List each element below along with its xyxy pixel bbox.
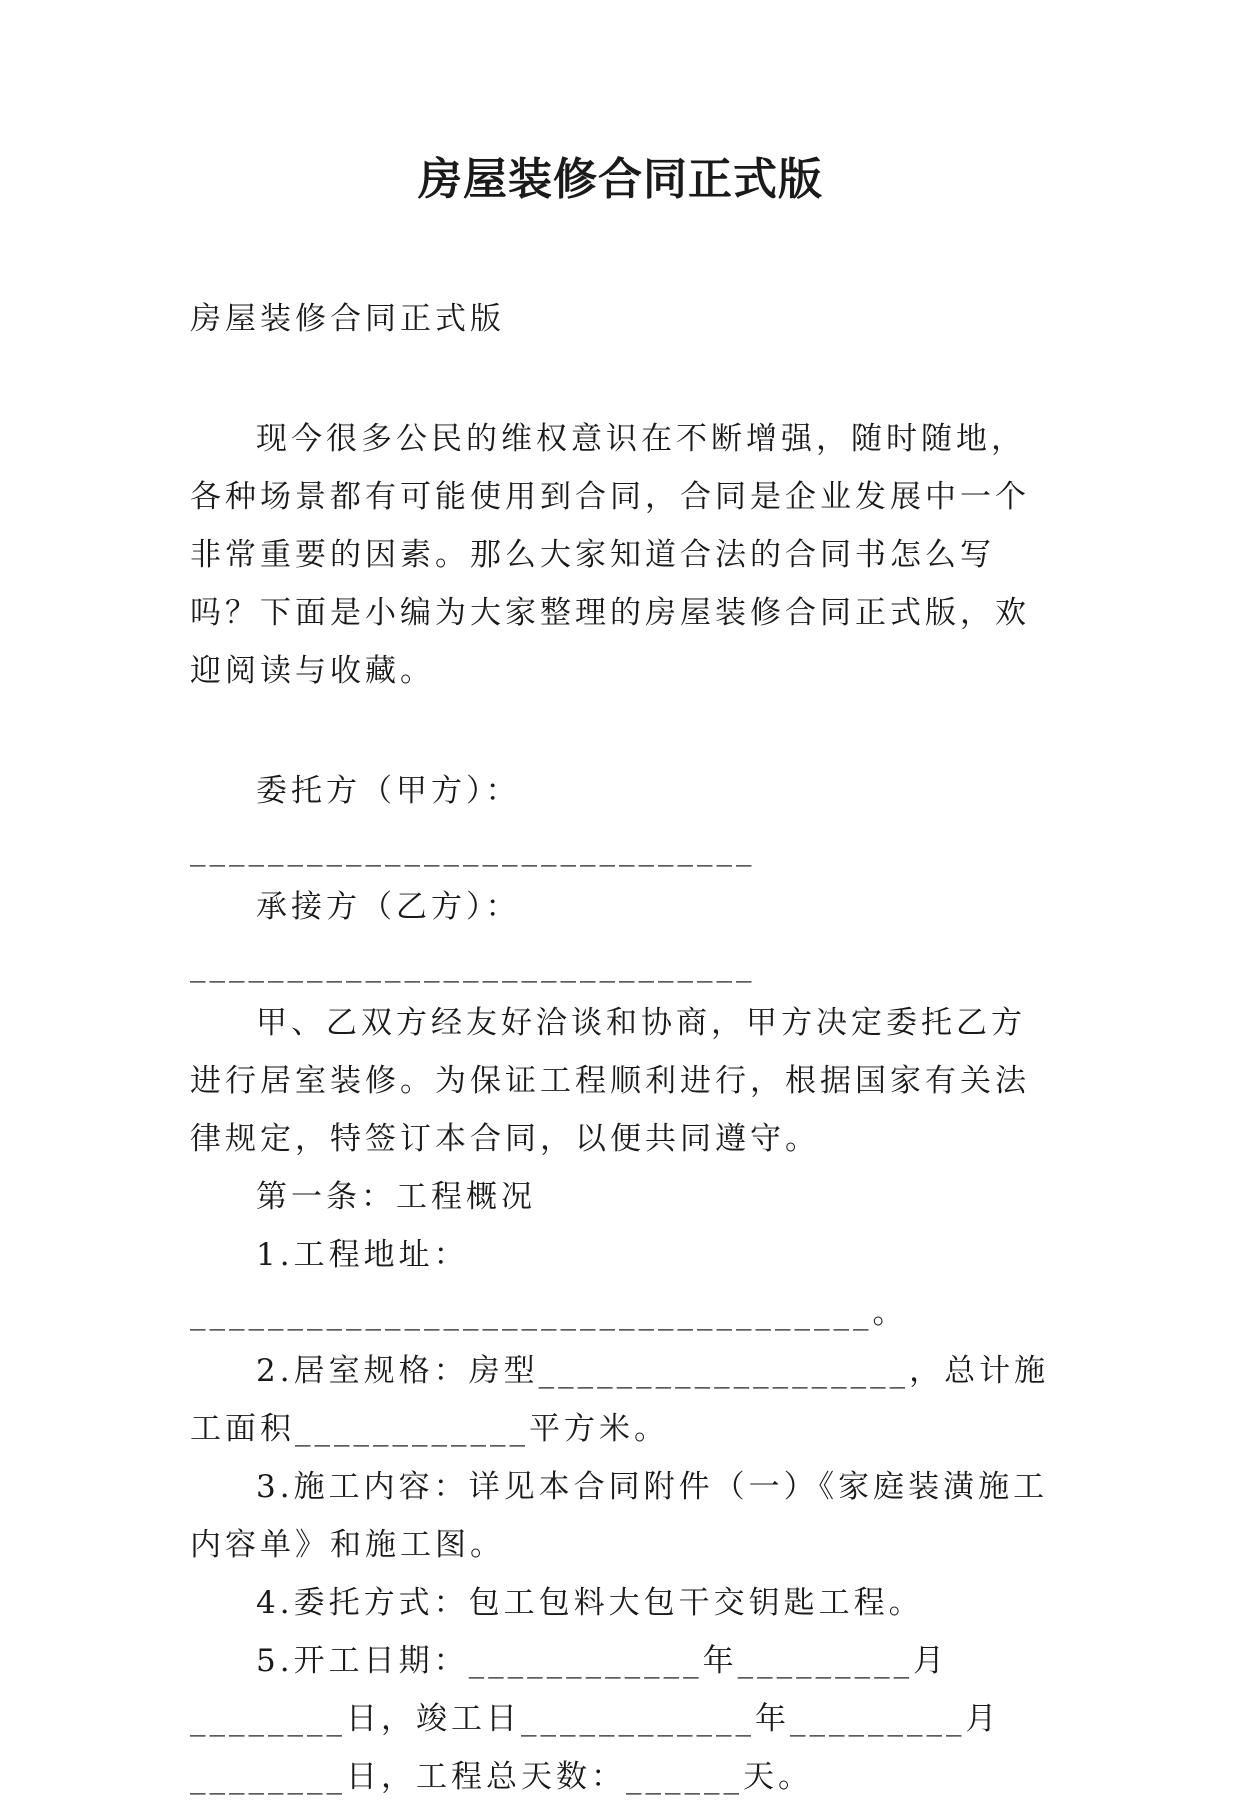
- party-a-line: 委托方（甲方）：_____________________________: [190, 773, 756, 867]
- item-5-dates: 5.开工日期：____________年_________月________日，竣工日____________年_________月________日，工程总天数：______天。: [190, 1643, 1001, 1795]
- party-b-line: 承接方（乙方）：_____________________________: [190, 889, 756, 983]
- document-subtitle: 房屋装修合同正式版: [190, 301, 505, 337]
- document-title: 房屋装修合同正式版: [418, 154, 823, 205]
- agreement-paragraph: 甲、乙双方经友好洽谈和协商，甲方决定委托乙方进行居室装修。为保证工程顺利进行，根据国家有关法律规定，特签订本合同，以便共同遵守。: [190, 1005, 1030, 1157]
- item-4-method: 4.委托方式：包工包料大包干交钥匙工程。: [256, 1585, 924, 1621]
- document-body: [190, 290, 1060, 1806]
- spacer: [190, 700, 1060, 762]
- item-3-content: 3.施工内容：详见本合同附件（一）《家庭装潢施工内容单》和施工图。: [190, 1469, 1049, 1563]
- item-1-address: 1.工程地址：___________________________________。: [190, 1237, 908, 1331]
- article-1-heading: 第一条：工程概况: [256, 1179, 536, 1215]
- item-2-specs: 2.居室规格：房型___________________，总计施工面积____________平方米。: [190, 1353, 1050, 1447]
- spacer: [190, 348, 1060, 410]
- intro-paragraph: 现今很多公民的维权意识在不断增强，随时随地，各种场景都有可能使用到合同，合同是企业发展中一个非常重要的因素。那么大家知道合法的合同书怎么写吗？下面是小编为大家整理的房屋装修合同正式版，欢迎阅读与收藏。: [190, 421, 1030, 689]
